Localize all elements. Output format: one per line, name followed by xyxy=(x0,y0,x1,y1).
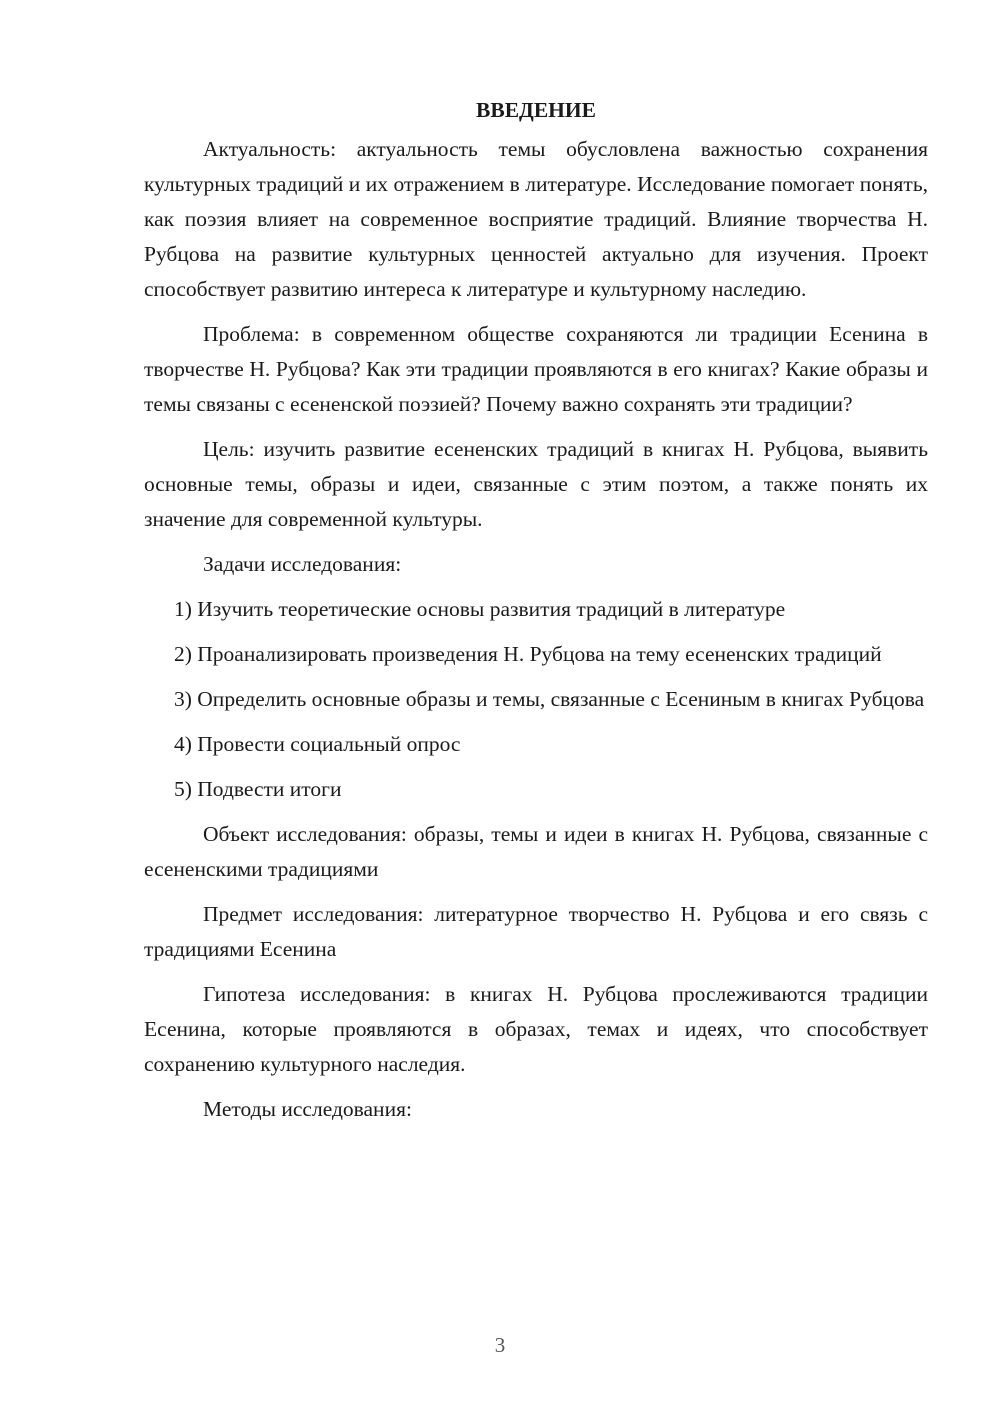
task-item: 5) Подвести итоги xyxy=(174,777,342,801)
hypothesis-paragraph: Гипотеза исследования: в книгах Н. Рубцова прослеживаются традиции Есенина, которые проявляются в образах, темах и идеях, что способствует сохранению культурного наследия. xyxy=(144,982,928,1076)
page-content xyxy=(144,92,928,1137)
tasks-heading: Задачи исследования: xyxy=(203,552,402,576)
methods-paragraph: Методы исследования: xyxy=(203,1097,412,1121)
goal-paragraph: Цель: изучить развитие есененских традиций в книгах Н. Рубцова, выявить основные темы, образы и идеи, связанные с этим поэтом, а также понять их значение для современной культуры. xyxy=(144,437,928,531)
subject-paragraph: Предмет исследования: литературное творчество Н. Рубцова и его связь с традициями Есенина xyxy=(144,902,928,961)
relevance-paragraph: Актуальность: актуальность темы обусловлена важностью сохранения культурных традиций и их отражением в литературе. Исследование помогает понять, как поэзия влияет на современное восприятие традиций. Влияние творчества Н. Рубцова на развитие культурных ценностей актуально для изучения. Проект способствует развитию интереса к литературе и культурному наследию. xyxy=(144,137,928,301)
task-item: 3) Определить основные образы и темы, связанные с Есениным в книгах Рубцова xyxy=(174,687,925,711)
task-item: 4) Провести социальный опрос xyxy=(174,732,461,756)
page-number: 3 xyxy=(494,1333,506,1357)
task-item: 1) Изучить теоретические основы развития традиций в литературе xyxy=(174,597,786,621)
task-item: 2) Проанализировать произведения Н. Рубцова на тему есененских традиций xyxy=(174,642,882,666)
object-paragraph: Объект исследования: образы, темы и идеи в книгах Н. Рубцова, связанные с есененскими традициями xyxy=(144,822,928,881)
problem-paragraph: Проблема: в современном обществе сохраняются ли традиции Есенина в творчестве Н. Рубцова? Как эти традиции проявляются в его книгах? Какие образы и темы связаны с есененской поэзией? Почему важно сохранять эти традиции? xyxy=(144,322,928,416)
section-title: ВВЕДЕНИЕ xyxy=(476,98,596,122)
